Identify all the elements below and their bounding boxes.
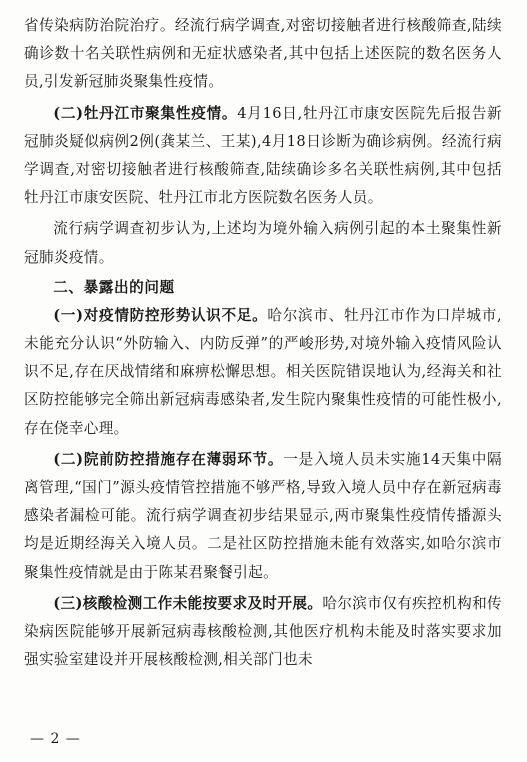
paragraph-mudanjiang-body: 4月16日,牡丹江市康安医院先后报告新冠肺炎疑似病例2例(龚某兰、王某),4月18日诊断为确诊病例。经流行病学调查,对密切接触者进行核酸筛查,陆续确诊多名关联性病例,其中包括牡丹江市康安医院、牡丹江市北方医院数名医务人员。 (24, 104, 502, 207)
document-body (24, 12, 502, 674)
paragraph-issue-1-body: 哈尔滨市、牡丹江市作为口岸城市,未能充分认识“外防输入、内防反弹”的严峻形势,对境外输入疫情风险认识不足,存在厌战情绪和麻痹松懈思想。相关医院错误地认为,经海关和社区防控能够完全筛出新冠病毒感染者,发生院内聚集性疫情的可能性极小,存在侥幸心理。 (24, 306, 502, 437)
subheading-issue-3: (三)核酸检测工作未能按要求及时开展。 (53, 594, 323, 612)
paragraph-issue-2 (24, 446, 502, 587)
paragraph-continuation: 省传染病防治院治疗。经流行病学调查,对密切接触者进行核酸筛查,陆续确诊数十名关联性病例和无症状感染者,其中包括上述医院的数名医务人员,引发新冠肺炎聚集性疫情。 (24, 17, 502, 91)
subheading-mudanjiang: (二)牡丹江市聚集性疫情。 (53, 104, 238, 122)
paragraph-issue-1 (24, 302, 502, 443)
paragraph-conclusion: 流行病学调查初步认为,上述均为境外输入病例引起的本土聚集性新冠肺炎疫情。 (24, 220, 502, 266)
subheading-issue-1: (一)对疫情防控形势认识不足。 (53, 306, 268, 324)
paragraph-issue-3 (24, 590, 502, 675)
section-heading-problems: 二、暴露出的问题 (53, 278, 175, 296)
paragraph-mudanjiang-cluster (24, 100, 502, 213)
subheading-issue-2: (二)院前防控措施存在薄弱环节。 (53, 450, 284, 468)
paragraph-issue-3-body: 哈尔滨市仅有疾控机构和传染病医院能够开展新冠病毒核酸检测,其他医疗机构未能及时落实要求加强实验室建设并开展核酸检测,相关部门也未 (24, 594, 502, 669)
page-number: — 2 — (30, 731, 81, 747)
paragraph-issue-2-body: 一是入境人员未实施14天集中隔离管理,“国门”源头疫情管控措施不够严格,导致入境人员中存在新冠病毒感染者漏检可能。流行病学调查初步结果显示,两市聚集性疫情传播源头均是近期经海关入境人员。二是社区防控措施未能有效落实,如哈尔滨市聚集性疫情就是由于陈某君聚餐引起。 (24, 450, 502, 581)
